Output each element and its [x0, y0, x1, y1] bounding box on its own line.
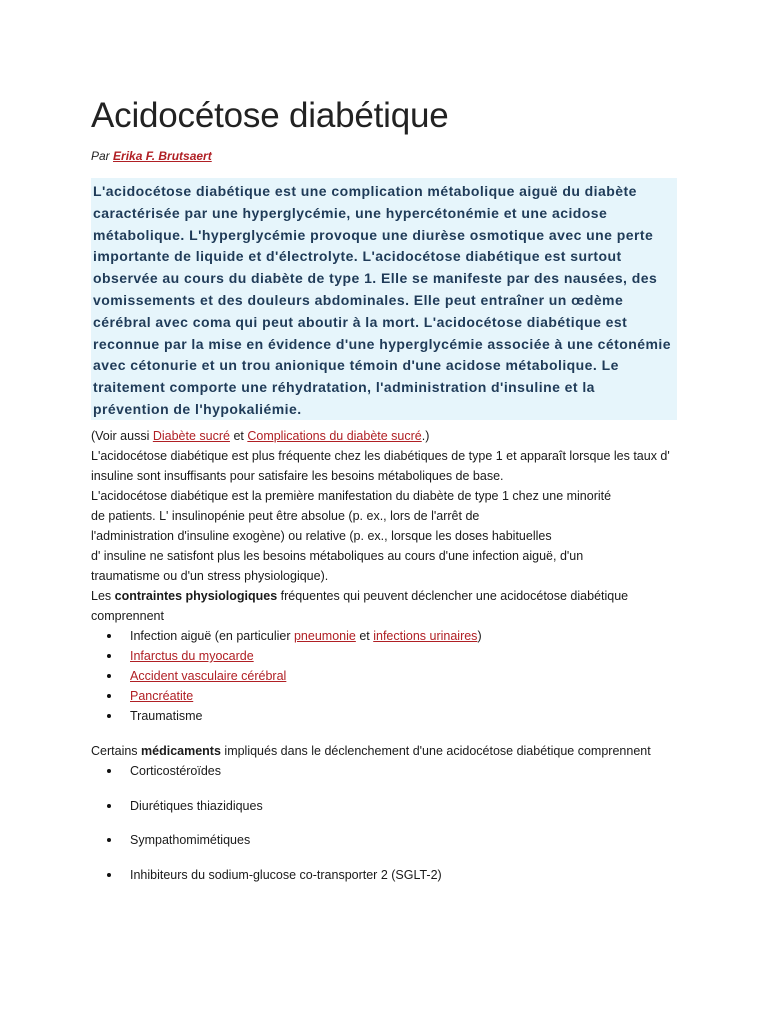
medications-intro [91, 741, 677, 761]
bullet-icon [107, 654, 111, 658]
byline [91, 149, 677, 164]
infection-and: et [355, 629, 374, 643]
para2-line4: d' insuline ne satisfont plus les besoins métaboliques au cours d'une infection aiguë, d'un [91, 549, 584, 563]
paragraph-frequency: L'acidocétose diabétique est plus fréquente chez les diabétiques de type 1 et apparaît lorsque les taux d' insuline sont insuffisants pour satisfaire les besoins métaboliques de base. [91, 449, 670, 483]
medication-item: Inhibiteurs du sodium-glucose co-transporter 2 (SGLT-2) [130, 867, 442, 882]
page-title: Acidocétose diabétique [91, 96, 449, 135]
constraints-bold: contraintes physiologiques [114, 589, 278, 603]
summary-box: L'acidocétose diabétique est une complication métabolique aiguë du diabète caractérisée par une hyperglycémie, une hypercétonémie et une acidose métabolique. L'hyperglycémie provoque une diurèse osmotique avec une perte importante de liquide et d'électrolyte. L'acidocétose diabétique est surtout observée au cours du diabète de type 1. Elle se manifeste par des nausées, des vomissements et des douleurs abdominales. Elle peut entraîner un œdème cérébral avec coma qui peut aboutir à la mort. L'acidocétose diabétique est reconnue par la mise en évidence d'une hyperglycémie associée à une cétonémie avec cétonurie et un trou anionique témoin d'une acidose métabolique. Le traitement comporte une réhydratation, l'administration d'insuline et la prévention de l'hypokaliémie. [91, 178, 677, 420]
see-also-prefix: (Voir aussi [91, 429, 153, 443]
paragraph-first-manifestation [91, 486, 677, 586]
constraints-list [91, 626, 677, 726]
link-diabete-sucre[interactable]: Diabète sucré [152, 429, 230, 443]
medication-item: Sympathomimétiques [130, 833, 251, 847]
see-also-middle: et [229, 429, 248, 443]
infection-close: ) [477, 629, 482, 643]
medications-suffix: impliqués dans le déclenchement d'une acidocétose diabétique comprennent [220, 744, 651, 758]
medications-list [91, 761, 677, 899]
bullet-icon [107, 873, 111, 877]
para2-line5: traumatisme ou d'un stress physiologique). [91, 569, 329, 583]
article-body [91, 426, 677, 899]
bullet-icon [107, 804, 111, 808]
bullet-icon [107, 634, 111, 638]
para2-line2: de patients. L' insulinopénie peut être absolue (p. ex., lors de l'arrêt de [91, 509, 480, 523]
link-avc[interactable]: Accident vasculaire cérébral [130, 669, 287, 683]
spacer [91, 726, 677, 741]
constraints-suffix: fréquentes qui peuvent déclencher une acidocétose diabétique comprennent [91, 589, 629, 623]
constraints-intro [91, 586, 677, 626]
see-also [91, 426, 677, 446]
para2-line3: l'administration d'insuline exogène) ou relative (p. ex., lorsque les doses habituelles [91, 529, 552, 543]
bullet-icon [107, 674, 111, 678]
bullet-icon [107, 694, 111, 698]
article [91, 92, 677, 899]
traumatisme-text: Traumatisme [130, 709, 203, 723]
see-also-suffix: .) [421, 429, 430, 443]
medications-bold: médicaments [141, 744, 221, 758]
list-item [91, 666, 677, 686]
infection-text: Infection aiguë (en particulier [130, 629, 294, 643]
link-complications-diabete[interactable]: Complications du diabète sucré [247, 429, 422, 443]
bullet-icon [107, 769, 111, 773]
medications-prefix: Certains [91, 744, 142, 758]
link-pneumonie[interactable]: pneumonie [293, 629, 356, 643]
bullet-icon [107, 714, 111, 718]
para2-line1: L'acidocétose diabétique est la première manifestation du diabète de type 1 chez une minorité [91, 489, 612, 503]
list-item [91, 761, 677, 796]
list-item [91, 865, 677, 900]
author-link[interactable]: Erika F. Brutsaert [113, 149, 212, 163]
constraints-prefix: Les [91, 589, 115, 603]
link-pancreatite[interactable]: Pancréatite [130, 689, 194, 703]
list-item [91, 686, 677, 706]
bullet-icon [107, 838, 111, 842]
byline-prefix: Par [91, 149, 114, 163]
list-item [91, 706, 677, 726]
list-item [91, 796, 677, 831]
list-item [91, 626, 677, 646]
medication-item: Corticostéroïdes [130, 764, 222, 778]
list-item [91, 646, 677, 666]
medication-item: Diurétiques thiazidiques [130, 798, 263, 813]
link-infarctus[interactable]: Infarctus du myocarde [130, 649, 254, 663]
link-infections-urinaires[interactable]: infections urinaires [373, 629, 478, 643]
list-item [91, 830, 677, 865]
